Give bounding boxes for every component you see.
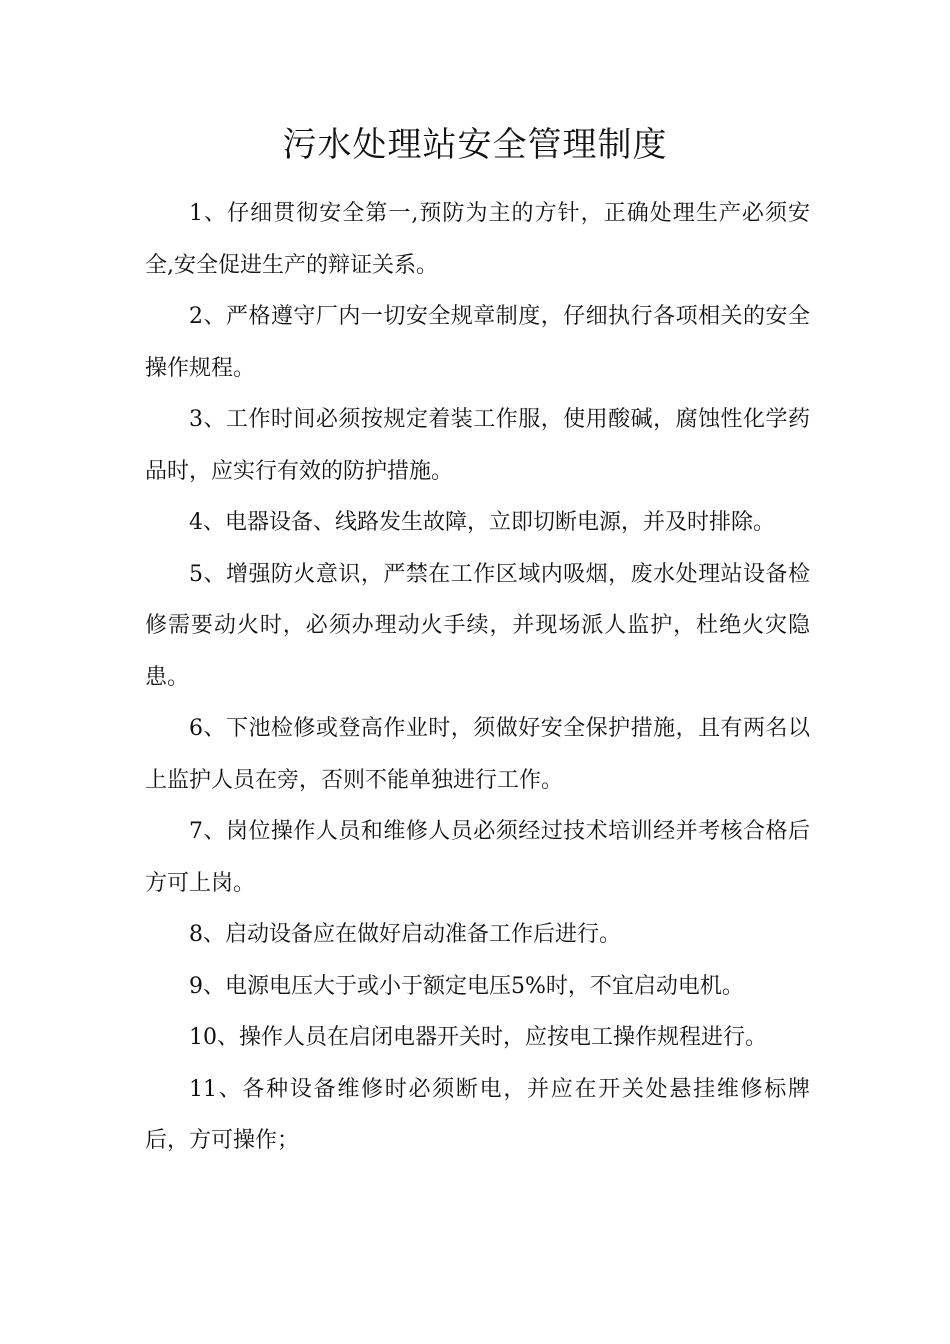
paragraph-5: 5、增强防火意识，严禁在工作区域内吸烟，废水处理站设备检修需要动火时，必须办理动火手续，并现场派人监护，杜绝火灾隐患。: [145, 561, 810, 690]
paragraph-10: 10、操作人员在启闭电器开关时，应按电工操作规程进行。: [189, 1025, 767, 1050]
paragraph-6: 6、下池检修或登高作业时，须做好安全保护措施，且有两名以上监护人员在旁，否则不能单独进行工作。: [145, 716, 810, 793]
paragraph-1: 1、仔细贯彻安全第一,预防为主的方针，正确处理生产必须安全,安全促进生产的辩证关系。: [145, 201, 810, 278]
paragraph-8: 8、启动设备应在做好启动准备工作后进行。: [189, 922, 621, 947]
paragraph-2: 2、严格遵守厂内一切安全规章制度，仔细执行各项相关的安全操作规程。: [145, 304, 810, 381]
paragraph-7: 7、岗位操作人员和维修人员必须经过技术培训经并考核合格后方可上岗。: [145, 819, 810, 896]
document-body: [145, 188, 810, 1167]
paragraph-9: 9、电源电压大于或小于额定电压5%时，不宜启动电机。: [189, 973, 744, 999]
paragraph-11: 11、各种设备维修时必须断电，并应在开关处悬挂维修标牌后，方可操作；: [145, 1076, 810, 1153]
paragraph-4: 4、电器设备、线路发生故障，立即切断电源，并及时排除。: [189, 510, 775, 535]
paragraph-3: 3、工作时间必须按规定着装工作服，使用酸碱，腐蚀性化学药品时，应实行有效的防护措施。: [145, 407, 810, 484]
document-title: 污水处理站安全管理制度: [282, 125, 668, 165]
